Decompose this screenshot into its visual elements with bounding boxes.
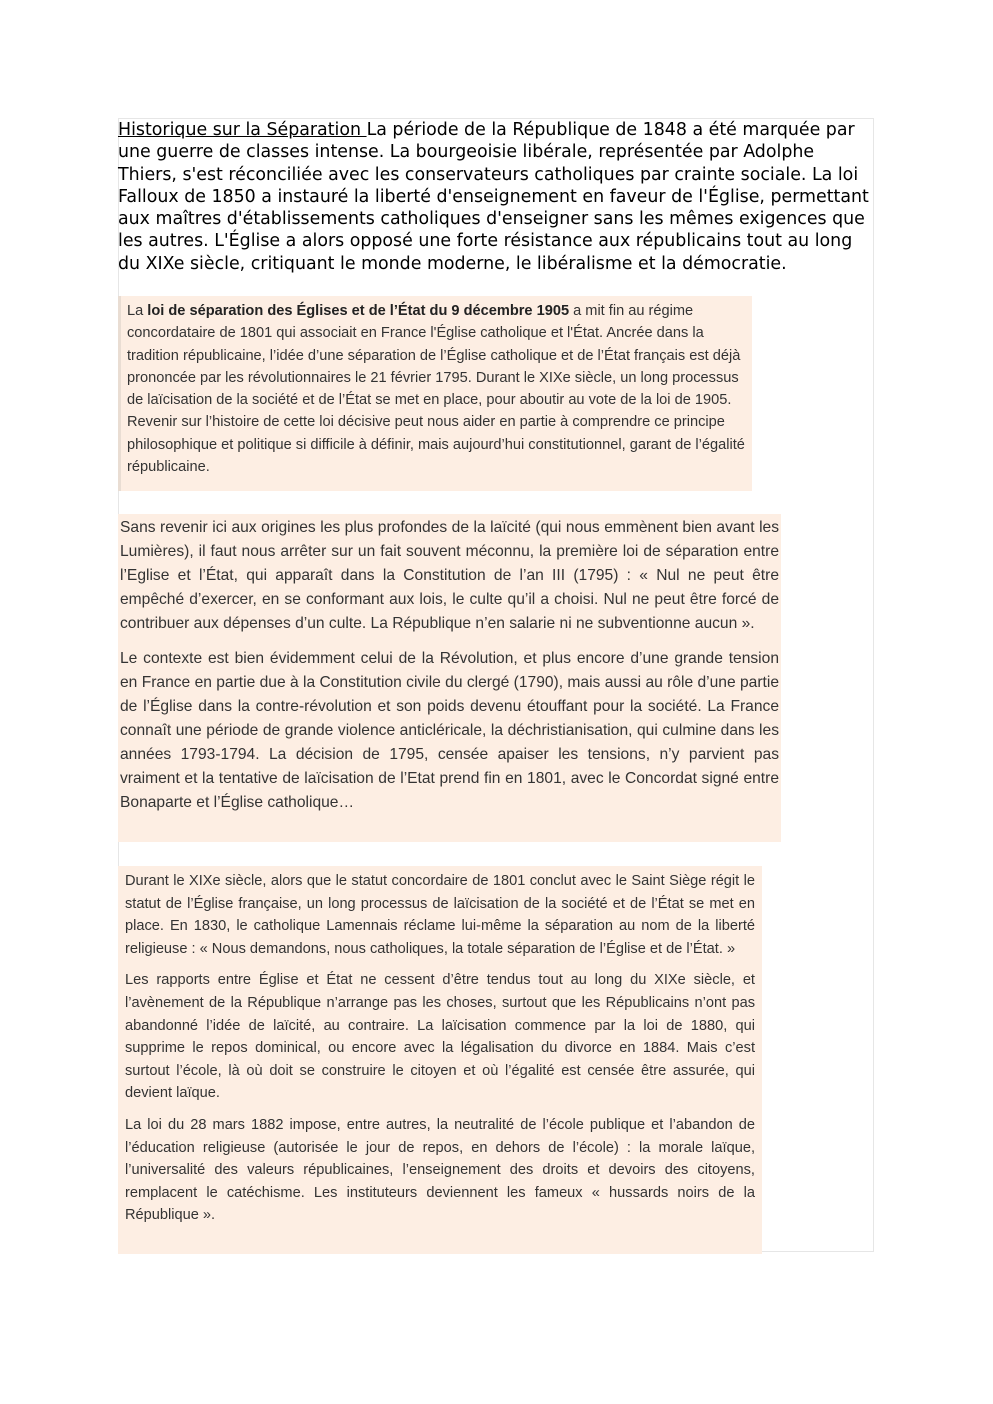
excerpt-paragraph: Durant le XIXe siècle, alors que le statut concordaire de 1801 conclut avec le Saint Siège régit le statut de l’Église française, un long processus de laïcisation de la société et de l’État se met en place. En 1830, le catholique Lamennais réclame lui-même la séparation au nom de la liberté religieuse : « Nous demandons, nous catholiques, la totale séparation de l’Église et de l’État. » <box>125 873 755 957</box>
intro-text: La période de la République de 1848 a été marquée par une guerre de classes intense. La bourgeoisie libérale, représentée par Adolphe Thiers, s'est réconciliée avec les conservateurs catholiques par crainte sociale. La loi Falloux de 1850 a instauré la liberté d'enseignement en faveur de l'Église, permettant aux maîtres d'établissements catholiques d'enseigner sans les mêmes exigences que les autres. L'Église a alors opposé une forte résistance aux républicains tout au long du XIXe siècle, critiquant le monde moderne, le libéralisme et la démocratie. <box>118 120 869 274</box>
excerpt-paragraph: Les rapports entre Église et État ne cessent d’être tendus tout au long du XIXe siècle, et l’avènement de la République n’arrange pas les choses, surtout que les Républicains n’ont pas abandonné l’idée de laïcité, au contraire. La laïcisation commence par la loi de 1880, qui supprime le repos dominical, ou encore avec la légalisation du divorce en 1884. Mais c’est surtout l’école, là où doit se construire le citoyen et où l’égalité est censée être assurée, qui devient laïque. <box>125 972 755 1102</box>
excerpt-text: a mit fin au régime concordataire de 1801 qui associait en France l'Église catholique et l'État. Ancrée dans la tradition républicaine, l’idée d’une séparation de l’Église catholique et de l’État français est déjà prononcée par les révolutionnaires le 21 février 1795. Durant le XIXe siècle, un long processus de laïcisation de la société et de l’État se met en place, pour aboutir au vote de la loi de 1905. Revenir sur l’histoire de cette loi décisive peut nous aider en partie à comprendre ce principe philosophique et politique si difficile à définir, mais aujourd’hui constitutionnel, garant de l’égalité républicaine. <box>127 303 745 476</box>
excerpt-paragraph: Le contexte est bien évidemment celui de la Révolution, et plus encore d’une grande tension en France en partie due à la Constitution civile du clergé (1790), mais aussi au rôle d’une partie de l’Église dans la contre-révolution et son poids devenu étouffant pour la société. La France connaît une période de grande violence anticléricale, la déchristianisation, qui culmine dans les années 1793-1794. La décision de 1795, censée apaiser les tensions, n’y parvient pas vraiment et la tentative de laïcisation de l’Etat prend fin en 1801, avec le Concordat signé entre Bonaparte et l’Église catholique… <box>120 650 779 811</box>
excerpt-paragraph: Sans revenir ici aux origines les plus profondes de la laïcité (qui nous emmènent bien avant les Lumières), il faut nous arrêter sur un fait souvent méconnu, la première loi de séparation entre l’Eglise et l’État, qui apparaît dans la Constitution de l’an III (1795) : « Nul ne peut être empêché d’exercer, en se conformant aux lois, le culte qu’il a choisi. Nul ne peut être forcé de contribuer aux dépenses d’un culte. La République n’en salarie ni ne subventionne aucun ». <box>120 519 779 632</box>
excerpt-box-constitution-an-iii <box>118 514 781 842</box>
excerpt-paragraph <box>127 300 745 478</box>
excerpt-box-loi-1905 <box>118 296 752 491</box>
excerpt-lead: La <box>127 303 148 319</box>
excerpt-paragraph: La loi du 28 mars 1882 impose, entre autres, la neutralité de l’école publique et l’abandon de l’éducation religieuse (autorisée le jour de repos, en dehors de l’école) : la morale laïque, l’universalité des valeurs républicaines, l’enseignement des droits et devoirs des citoyens, remplacent le catéchisme. Les instituteurs deviennent les fameux « hussards noirs de la République ». <box>125 1116 755 1224</box>
section-heading: Historique sur la Séparation <box>118 120 367 140</box>
excerpt-box-xixe-siecle <box>118 866 762 1254</box>
excerpt-bold-title: loi de séparation des Églises et de l’État du 9 décembre 1905 <box>147 303 570 319</box>
intro-paragraph <box>118 119 870 275</box>
